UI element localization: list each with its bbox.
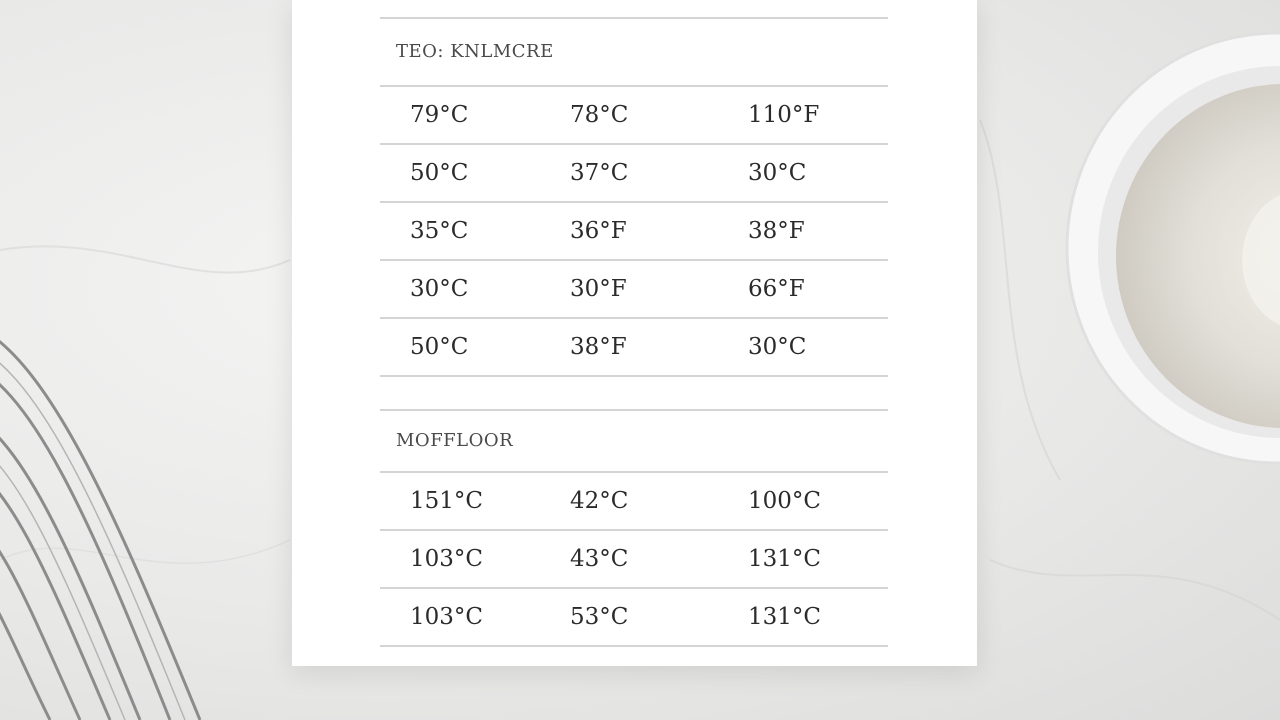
table-cell: 103°C [410,604,483,630]
table-cell: 30°C [748,160,807,186]
table-cell: 38°F [748,218,805,244]
table-cell: 50°C [410,334,469,360]
section-title: TEO: KNLMCRE [396,41,554,62]
table-row [380,531,888,587]
section-title: MOFFLOOR [396,430,514,451]
table-cell: 38°F [570,334,627,360]
table-cell: 30°C [410,276,469,302]
table-cell: 43°C [570,546,629,572]
flour-bowl-icon [1062,30,1280,470]
temperature-table-1 [380,17,888,377]
table-row [380,145,888,201]
table-cell: 42°C [570,488,629,514]
table-cell: 50°C [410,160,469,186]
table-cell: 37°C [570,160,629,186]
table-cell: 30°C [748,334,807,360]
table-row [380,473,888,529]
table-row [380,261,888,317]
table-cell: 30°F [570,276,627,302]
temperature-table-2 [380,409,888,647]
table-cell: 66°F [748,276,805,302]
table-row [380,589,888,645]
table-cell: 78°C [570,102,629,128]
table-cell: 79°C [410,102,469,128]
table-cell: 151°C [410,488,483,514]
table-cell: 103°C [410,546,483,572]
table-cell: 53°C [570,604,629,630]
table-row [380,319,888,375]
table-row [380,203,888,259]
table-cell: 131°C [748,604,821,630]
table-row [380,87,888,143]
temperature-chart-sheet [292,0,977,666]
divider [380,645,888,647]
table-cell: 131°C [748,546,821,572]
table-cell: 100°C [748,488,821,514]
whisk-icon [0,300,220,720]
table-cell: 110°F [748,102,820,128]
table-cell: 36°F [570,218,627,244]
table-cell: 35°C [410,218,469,244]
divider [380,375,888,377]
